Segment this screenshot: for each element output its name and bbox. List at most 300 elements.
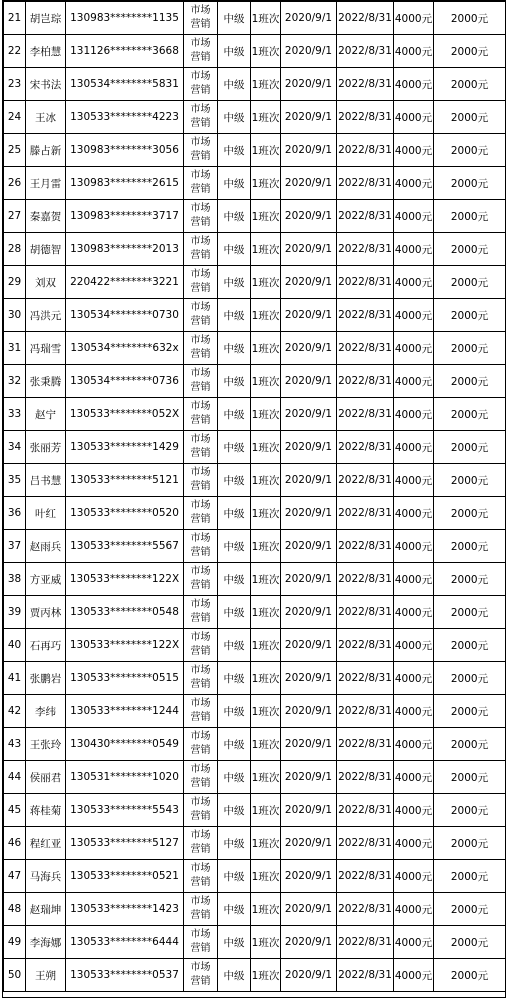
major-cell — [184, 398, 218, 431]
major-line: 市场 — [190, 896, 211, 907]
subsidy-cell: 2000元 — [434, 596, 506, 629]
table-row — [4, 35, 506, 68]
trainee-name: 李海娜 — [26, 926, 66, 959]
class-cell: 1班次 — [251, 860, 281, 893]
subsidy-cell: 2000元 — [434, 464, 506, 497]
fee-cell: 4000元 — [394, 101, 434, 134]
subsidy-cell: 2000元 — [434, 167, 506, 200]
major-cell — [184, 497, 218, 530]
fee-cell: 4000元 — [394, 497, 434, 530]
row-number: 39 — [4, 596, 26, 629]
start-date: 2020/9/1 — [281, 266, 337, 299]
table-row — [4, 629, 506, 662]
class-cell: 1班次 — [251, 530, 281, 563]
major-line: 营销 — [190, 316, 211, 327]
class-cell: 1班次 — [251, 167, 281, 200]
end-date: 2022/8/31 — [337, 662, 394, 695]
trainee-name: 赵瑞坤 — [26, 893, 66, 926]
trainee-name: 王月雷 — [26, 167, 66, 200]
table-row — [4, 530, 506, 563]
start-date: 2020/9/1 — [281, 134, 337, 167]
id-number: 130533********052X — [66, 398, 184, 431]
id-number: 130533********122X — [66, 629, 184, 662]
level-cell: 中级 — [218, 464, 251, 497]
start-date: 2020/9/1 — [281, 398, 337, 431]
row-number: 41 — [4, 662, 26, 695]
subsidy-cell: 2000元 — [434, 2, 506, 35]
major-line: 营销 — [190, 283, 211, 294]
subsidy-cell: 2000元 — [434, 332, 506, 365]
trainee-name: 张丽芳 — [26, 431, 66, 464]
id-number: 130533********1244 — [66, 695, 184, 728]
id-number: 131126********3668 — [66, 35, 184, 68]
major-line: 营销 — [190, 844, 211, 855]
major-line: 营销 — [190, 613, 211, 624]
table-row — [4, 431, 506, 464]
major-cell — [184, 464, 218, 497]
major-line: 营销 — [190, 580, 211, 591]
major-cell — [184, 827, 218, 860]
major-line: 市场 — [190, 269, 211, 280]
table-row — [4, 299, 506, 332]
subsidy-cell: 2000元 — [434, 728, 506, 761]
subsidy-cell: 2000元 — [434, 860, 506, 893]
major-line: 市场 — [190, 434, 211, 445]
table-row — [4, 926, 506, 959]
major-line: 市场 — [190, 5, 211, 16]
major-line: 市场 — [190, 38, 211, 49]
end-date: 2022/8/31 — [337, 497, 394, 530]
major-line: 市场 — [190, 830, 211, 841]
level-cell: 中级 — [218, 497, 251, 530]
trainee-name: 贾丙林 — [26, 596, 66, 629]
trainee-name: 王朔 — [26, 959, 66, 992]
start-date: 2020/9/1 — [281, 365, 337, 398]
start-date: 2020/9/1 — [281, 662, 337, 695]
level-cell: 中级 — [218, 332, 251, 365]
trainee-name: 李纬 — [26, 695, 66, 728]
major-line: 营销 — [190, 448, 211, 459]
trainee-name: 马海兵 — [26, 860, 66, 893]
major-line: 营销 — [190, 217, 211, 228]
trainee-name: 秦嘉贺 — [26, 200, 66, 233]
end-date: 2022/8/31 — [337, 596, 394, 629]
trainee-name: 程红亚 — [26, 827, 66, 860]
subsidy-cell: 2000元 — [434, 497, 506, 530]
start-date: 2020/9/1 — [281, 464, 337, 497]
start-date: 2020/9/1 — [281, 761, 337, 794]
row-number: 43 — [4, 728, 26, 761]
major-line: 市场 — [190, 500, 211, 511]
class-cell: 1班次 — [251, 134, 281, 167]
class-cell: 1班次 — [251, 266, 281, 299]
start-date: 2020/9/1 — [281, 695, 337, 728]
fee-cell: 4000元 — [394, 299, 434, 332]
row-number: 50 — [4, 959, 26, 992]
major-line: 营销 — [190, 85, 211, 96]
row-number: 32 — [4, 365, 26, 398]
fee-cell: 4000元 — [394, 200, 434, 233]
id-number: 130983********1135 — [66, 2, 184, 35]
level-cell: 中级 — [218, 2, 251, 35]
id-number: 130533********5543 — [66, 794, 184, 827]
trainee-name: 侯丽君 — [26, 761, 66, 794]
major-cell — [184, 365, 218, 398]
start-date: 2020/9/1 — [281, 794, 337, 827]
major-line: 市场 — [190, 929, 211, 940]
end-date: 2022/8/31 — [337, 431, 394, 464]
id-number: 130534********5831 — [66, 68, 184, 101]
start-date: 2020/9/1 — [281, 728, 337, 761]
class-cell: 1班次 — [251, 497, 281, 530]
row-number: 24 — [4, 101, 26, 134]
table-row — [4, 893, 506, 926]
id-number: 130533********1423 — [66, 893, 184, 926]
id-number: 130533********5127 — [66, 827, 184, 860]
major-line: 营销 — [190, 514, 211, 525]
major-line: 市场 — [190, 533, 211, 544]
trainee-name: 方亚威 — [26, 563, 66, 596]
table-row — [4, 794, 506, 827]
major-cell — [184, 959, 218, 992]
fee-cell: 4000元 — [394, 563, 434, 596]
major-line: 营销 — [190, 52, 211, 63]
level-cell: 中级 — [218, 299, 251, 332]
major-line: 营销 — [190, 19, 211, 30]
subsidy-cell: 2000元 — [434, 266, 506, 299]
start-date: 2020/9/1 — [281, 497, 337, 530]
id-number: 130533********0521 — [66, 860, 184, 893]
class-cell: 1班次 — [251, 365, 281, 398]
class-cell: 1班次 — [251, 35, 281, 68]
major-line: 营销 — [190, 712, 211, 723]
major-cell — [184, 893, 218, 926]
major-cell — [184, 101, 218, 134]
major-line: 市场 — [190, 302, 211, 313]
level-cell: 中级 — [218, 233, 251, 266]
end-date: 2022/8/31 — [337, 695, 394, 728]
fee-cell: 4000元 — [394, 2, 434, 35]
fee-cell: 4000元 — [394, 860, 434, 893]
trainee-name: 宋书法 — [26, 68, 66, 101]
trainee-name: 胡岂琮 — [26, 2, 66, 35]
table-row — [4, 332, 506, 365]
table-row — [4, 497, 506, 530]
major-line: 营销 — [190, 118, 211, 129]
class-cell: 1班次 — [251, 629, 281, 662]
subsidy-cell: 2000元 — [434, 926, 506, 959]
major-line: 市场 — [190, 632, 211, 643]
start-date: 2020/9/1 — [281, 629, 337, 662]
row-number: 31 — [4, 332, 26, 365]
id-number: 130533********5121 — [66, 464, 184, 497]
major-cell — [184, 266, 218, 299]
fee-cell: 4000元 — [394, 827, 434, 860]
fee-cell: 4000元 — [394, 35, 434, 68]
table-row — [4, 662, 506, 695]
major-cell — [184, 728, 218, 761]
row-number: 44 — [4, 761, 26, 794]
subsidy-cell: 2000元 — [434, 398, 506, 431]
major-cell — [184, 794, 218, 827]
fee-cell: 4000元 — [394, 68, 434, 101]
class-cell: 1班次 — [251, 299, 281, 332]
row-number: 47 — [4, 860, 26, 893]
table-row — [4, 233, 506, 266]
table-row — [4, 728, 506, 761]
major-line: 营销 — [190, 250, 211, 261]
fee-cell: 4000元 — [394, 398, 434, 431]
subsidy-cell: 2000元 — [434, 893, 506, 926]
level-cell: 中级 — [218, 926, 251, 959]
start-date: 2020/9/1 — [281, 563, 337, 596]
row-number: 28 — [4, 233, 26, 266]
level-cell: 中级 — [218, 728, 251, 761]
fee-cell: 4000元 — [394, 332, 434, 365]
id-number: 220422********3221 — [66, 266, 184, 299]
trainee-name: 吕书慧 — [26, 464, 66, 497]
major-line: 营销 — [190, 547, 211, 558]
level-cell: 中级 — [218, 431, 251, 464]
end-date: 2022/8/31 — [337, 464, 394, 497]
trainee-name: 叶红 — [26, 497, 66, 530]
level-cell: 中级 — [218, 827, 251, 860]
major-cell — [184, 35, 218, 68]
major-line: 市场 — [190, 764, 211, 775]
major-line: 营销 — [190, 151, 211, 162]
major-cell — [184, 2, 218, 35]
document-page — [2, 0, 506, 998]
start-date: 2020/9/1 — [281, 101, 337, 134]
start-date: 2020/9/1 — [281, 893, 337, 926]
subsidy-cell: 2000元 — [434, 200, 506, 233]
row-number: 34 — [4, 431, 26, 464]
major-line: 市场 — [190, 599, 211, 610]
trainee-name: 李柏慧 — [26, 35, 66, 68]
end-date: 2022/8/31 — [337, 200, 394, 233]
level-cell: 中级 — [218, 398, 251, 431]
table-row — [4, 464, 506, 497]
end-date: 2022/8/31 — [337, 68, 394, 101]
major-line: 营销 — [190, 481, 211, 492]
end-date: 2022/8/31 — [337, 2, 394, 35]
subsidy-cell: 2000元 — [434, 68, 506, 101]
class-cell: 1班次 — [251, 200, 281, 233]
major-cell — [184, 200, 218, 233]
subsidy-cell: 2000元 — [434, 431, 506, 464]
level-cell: 中级 — [218, 860, 251, 893]
subsidy-cell: 2000元 — [434, 233, 506, 266]
major-line: 营销 — [190, 184, 211, 195]
end-date: 2022/8/31 — [337, 365, 394, 398]
table-row — [4, 68, 506, 101]
id-number: 130533********6444 — [66, 926, 184, 959]
start-date: 2020/9/1 — [281, 35, 337, 68]
subsidy-cell: 2000元 — [434, 365, 506, 398]
id-number: 130533********0520 — [66, 497, 184, 530]
table-row — [4, 827, 506, 860]
end-date: 2022/8/31 — [337, 35, 394, 68]
row-number: 46 — [4, 827, 26, 860]
row-number: 49 — [4, 926, 26, 959]
end-date: 2022/8/31 — [337, 728, 394, 761]
major-cell — [184, 662, 218, 695]
subsidy-cell: 2000元 — [434, 530, 506, 563]
level-cell: 中级 — [218, 365, 251, 398]
fee-cell: 4000元 — [394, 926, 434, 959]
class-cell: 1班次 — [251, 926, 281, 959]
class-cell: 1班次 — [251, 464, 281, 497]
subsidy-cell: 2000元 — [434, 134, 506, 167]
major-line: 市场 — [190, 104, 211, 115]
major-line: 市场 — [190, 566, 211, 577]
class-cell: 1班次 — [251, 596, 281, 629]
end-date: 2022/8/31 — [337, 827, 394, 860]
major-cell — [184, 761, 218, 794]
fee-cell: 4000元 — [394, 266, 434, 299]
class-cell: 1班次 — [251, 233, 281, 266]
id-number: 130983********2615 — [66, 167, 184, 200]
class-cell: 1班次 — [251, 398, 281, 431]
row-number: 25 — [4, 134, 26, 167]
fee-cell: 4000元 — [394, 728, 434, 761]
row-number: 48 — [4, 893, 26, 926]
trainee-name: 张秉腾 — [26, 365, 66, 398]
level-cell: 中级 — [218, 695, 251, 728]
class-cell: 1班次 — [251, 893, 281, 926]
row-number: 42 — [4, 695, 26, 728]
row-number: 30 — [4, 299, 26, 332]
fee-cell: 4000元 — [394, 662, 434, 695]
subsidy-cell: 2000元 — [434, 662, 506, 695]
level-cell: 中级 — [218, 101, 251, 134]
major-cell — [184, 596, 218, 629]
start-date: 2020/9/1 — [281, 233, 337, 266]
table-row — [4, 596, 506, 629]
row-number: 29 — [4, 266, 26, 299]
major-line: 营销 — [190, 415, 211, 426]
end-date: 2022/8/31 — [337, 563, 394, 596]
major-cell — [184, 167, 218, 200]
class-cell: 1班次 — [251, 794, 281, 827]
major-line: 市场 — [190, 698, 211, 709]
start-date: 2020/9/1 — [281, 167, 337, 200]
fee-cell: 4000元 — [394, 464, 434, 497]
start-date: 2020/9/1 — [281, 959, 337, 992]
major-cell — [184, 530, 218, 563]
major-line: 市场 — [190, 863, 211, 874]
major-line: 市场 — [190, 962, 211, 973]
subsidy-cell: 2000元 — [434, 794, 506, 827]
end-date: 2022/8/31 — [337, 332, 394, 365]
major-cell — [184, 431, 218, 464]
end-date: 2022/8/31 — [337, 134, 394, 167]
table-row — [4, 695, 506, 728]
subsidy-cell: 2000元 — [434, 629, 506, 662]
start-date: 2020/9/1 — [281, 596, 337, 629]
start-date: 2020/9/1 — [281, 827, 337, 860]
start-date: 2020/9/1 — [281, 860, 337, 893]
major-cell — [184, 299, 218, 332]
fee-cell: 4000元 — [394, 167, 434, 200]
id-number: 130533********4223 — [66, 101, 184, 134]
fee-cell: 4000元 — [394, 233, 434, 266]
table-row — [4, 2, 506, 35]
level-cell: 中级 — [218, 563, 251, 596]
fee-cell: 4000元 — [394, 365, 434, 398]
trainee-name: 冯瑞雪 — [26, 332, 66, 365]
start-date: 2020/9/1 — [281, 530, 337, 563]
level-cell: 中级 — [218, 134, 251, 167]
level-cell: 中级 — [218, 893, 251, 926]
id-number: 130533********1429 — [66, 431, 184, 464]
major-cell — [184, 926, 218, 959]
major-line: 营销 — [190, 382, 211, 393]
level-cell: 中级 — [218, 761, 251, 794]
id-number: 130534********0730 — [66, 299, 184, 332]
major-line: 营销 — [190, 745, 211, 756]
subsidy-cell: 2000元 — [434, 101, 506, 134]
major-line: 市场 — [190, 236, 211, 247]
start-date: 2020/9/1 — [281, 332, 337, 365]
id-number: 130533********0548 — [66, 596, 184, 629]
end-date: 2022/8/31 — [337, 893, 394, 926]
row-number: 45 — [4, 794, 26, 827]
row-number: 33 — [4, 398, 26, 431]
trainee-name: 蒋桂菊 — [26, 794, 66, 827]
row-number: 36 — [4, 497, 26, 530]
major-line: 市场 — [190, 203, 211, 214]
id-number: 130983********2013 — [66, 233, 184, 266]
class-cell: 1班次 — [251, 827, 281, 860]
end-date: 2022/8/31 — [337, 299, 394, 332]
fee-cell: 4000元 — [394, 431, 434, 464]
id-number: 130534********0736 — [66, 365, 184, 398]
row-number: 22 — [4, 35, 26, 68]
major-cell — [184, 860, 218, 893]
major-line: 市场 — [190, 401, 211, 412]
trainee-name: 王冰 — [26, 101, 66, 134]
end-date: 2022/8/31 — [337, 398, 394, 431]
level-cell: 中级 — [218, 35, 251, 68]
end-date: 2022/8/31 — [337, 629, 394, 662]
major-line: 营销 — [190, 646, 211, 657]
class-cell: 1班次 — [251, 68, 281, 101]
class-cell: 1班次 — [251, 2, 281, 35]
level-cell: 中级 — [218, 266, 251, 299]
major-line: 市场 — [190, 335, 211, 346]
major-line: 市场 — [190, 797, 211, 808]
trainee-name: 石再巧 — [26, 629, 66, 662]
major-line: 市场 — [190, 137, 211, 148]
fee-cell: 4000元 — [394, 629, 434, 662]
major-line: 营销 — [190, 778, 211, 789]
subsidy-cell: 2000元 — [434, 827, 506, 860]
table-row — [4, 398, 506, 431]
major-cell — [184, 563, 218, 596]
level-cell: 中级 — [218, 167, 251, 200]
fee-cell: 4000元 — [394, 761, 434, 794]
id-number: 130533********0515 — [66, 662, 184, 695]
level-cell: 中级 — [218, 794, 251, 827]
class-cell: 1班次 — [251, 332, 281, 365]
start-date: 2020/9/1 — [281, 431, 337, 464]
major-line: 营销 — [190, 943, 211, 954]
id-number: 130534********632x — [66, 332, 184, 365]
level-cell: 中级 — [218, 596, 251, 629]
row-number: 37 — [4, 530, 26, 563]
id-number: 130533********122X — [66, 563, 184, 596]
